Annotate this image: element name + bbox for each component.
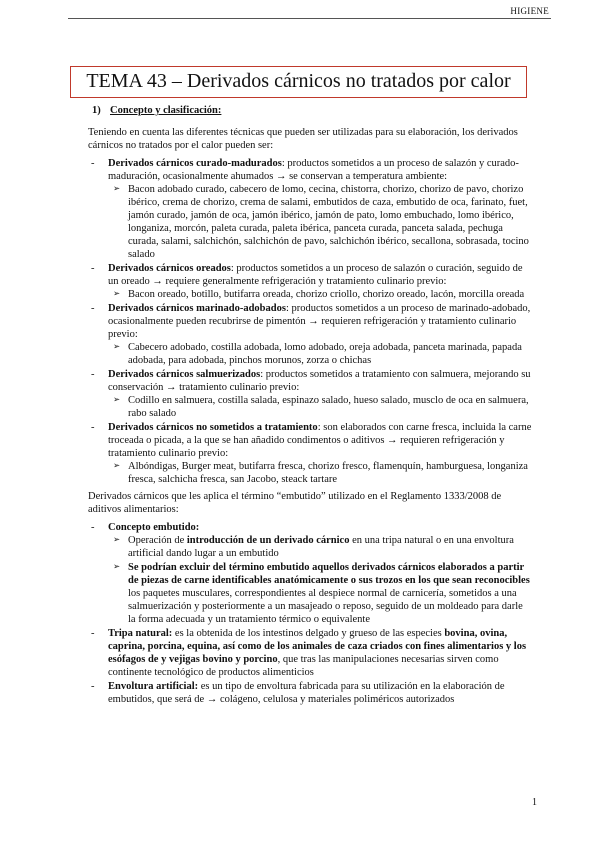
concepto-point <box>128 534 532 560</box>
section-heading <box>92 104 532 117</box>
envoltura-label: Envoltura artificial: <box>108 681 199 692</box>
envoltura-item <box>108 680 532 706</box>
concepto-point-text: los paquetes musculares, correspondientes al despiece normal de carnicería, sometidos a una salmuerización y posteriormente a un masajeado o reposo, seguido de un moldeado para darle la forma adecuada y un tratamiento térmico o equivalente <box>128 588 523 625</box>
concepto-point <box>128 561 532 626</box>
tripa-text: es la obtenida de los intestinos delgado y grueso de las especies <box>172 628 445 639</box>
intro-paragraph: Teniendo en cuenta las diferentes técnicas que pueden ser utilizadas para su elaboración, los derivados cárnicos no tratados por el calor pueden ser: <box>88 127 518 151</box>
embutido-list <box>88 521 532 706</box>
concepto-label: Concepto embutido: <box>108 522 200 533</box>
example-item: ➢ Cabecero adobado, costilla adobada, lomo adobado, oreja adobada, panceta marinada, papada adobada, para adobada, pinchos morunos, zorza o chichas <box>128 341 532 367</box>
category-name: Derivados cárnicos oreados <box>108 263 231 274</box>
example-item: ➢ Codillo en salmuera, costilla salada, espinazo salado, hueso salado, musclo de oca en salmuera, rabo salado <box>128 394 532 420</box>
page-number: 1 <box>532 797 537 808</box>
category-name: Derivados cárnicos salmuerizados <box>108 369 261 380</box>
example-list <box>108 460 532 486</box>
example-list <box>108 341 532 367</box>
example-item: ➢ Bacon adobado curado, cabecero de lomo, cecina, chistorra, chorizo, chorizo de pavo, chorizo ibérico, crema de chorizo, crema de salami, embutidos de caza, embutido de oca, farinato, fuet, jamón curado, jamón de oca, jamón ibérico, jamón de pato, lomo embuchado, lomo ibérico, longaniza, morcón, paleta curada, paleta ibérica, panceta curada, panceta salada, pechuga curada, salami, salchichón, salchichón de pavo, salchichón ibérico, secallona, sobrasada, tocino salado <box>128 183 532 261</box>
embutido-intro-paragraph: Derivados cárnicos que les aplica el término “embutido” utilizado en el Reglamento 1333/2008 de aditivos alimentarios: <box>88 491 502 515</box>
title-box <box>70 66 527 98</box>
example-list <box>108 394 532 420</box>
header-label: HIGIENE <box>510 6 549 16</box>
category-item <box>108 368 532 420</box>
concepto-point-bold: Se podrían excluir del término embutido aquellos derivados cárnicos elaborados a partir de piezas de carne identificables anatómicamente o sus trozos en los que sean reconocibles <box>128 562 530 586</box>
tripa-text: , que tras las manipulaciones necesarias sirven como continente tecnológico de productos alimenticios <box>108 654 499 678</box>
example-list <box>108 288 532 301</box>
category-desc: : son elaborados con carne fresca, incluida la carne troceada o picada, a la que se han añadido condimentos o aditivos → requieren refrigeración y tratamiento culinario previo: <box>108 422 532 459</box>
category-item <box>108 262 532 301</box>
tripa-item <box>108 627 532 679</box>
example-item: ➢ Bacon oreado, botillo, butifarra oreada, chorizo criollo, chorizo oreado, lacón, morcilla oreada <box>128 288 532 301</box>
category-name: Derivados cárnicos no sometidos a tratamiento <box>108 422 318 433</box>
tripa-bold: bovina, ovina, caprina, porcina, equina, así como de los animales de caza criados con fines alimentarios y los esófagos de y vejigas bovino y porcino <box>108 628 527 665</box>
section-title: Concepto y clasificación: <box>110 105 222 116</box>
concepto-points <box>108 534 532 626</box>
category-list <box>88 157 532 486</box>
section-number: 1) <box>92 105 101 116</box>
category-name: Derivados cárnicos curado-madurados <box>108 158 282 169</box>
concepto-item <box>108 521 532 626</box>
page-title: TEMA 43 – Derivados cárnicos no tratados por calor <box>86 70 511 92</box>
concepto-point-bold: introducción de un derivado cárnico <box>186 535 350 546</box>
tripa-label: Tripa natural: <box>108 628 173 639</box>
concepto-point-text: en una tripa natural o en una envoltura artificial dando lugar a un embutido <box>128 535 514 559</box>
document-body <box>88 104 532 707</box>
category-item <box>108 157 532 261</box>
category-desc: : productos sometidos a un proceso de salazón o curación, seguido de un oreado → requiere generalmente refrigeración y tratamiento culinario previo: <box>108 263 523 287</box>
category-desc: : productos sometidos a un proceso de salazón y curado-maduración, ocasionalmente ahumados → se conservan a temperatura ambiente: <box>108 158 519 182</box>
envoltura-text: es un tipo de envoltura fabricada para su utilización en la elaboración de embutidos, que será de → colágeno, celulosa y materiales poliméricos autorizados <box>108 681 505 705</box>
example-item: ➢ Albóndigas, Burger meat, butifarra fresca, chorizo fresco, flamenquín, hamburguesa, longaniza fresca, salchicha fresca, san Jacobo, steack tartare <box>128 460 532 486</box>
category-desc: : productos sometidos a un proceso de marinado-adobado, ocasionalmente pueden recubrirse de pimentón → requieren refrigeración y tratamiento culinario previo: <box>108 303 531 340</box>
category-name: Derivados cárnicos marinado-adobados <box>108 303 286 314</box>
header-rule <box>68 18 551 19</box>
category-item <box>108 421 532 486</box>
category-desc: : productos sometidos a tratamiento con salmuera, mejorando su conservación → tratamiento culinario previo: <box>108 369 531 393</box>
category-item <box>108 302 532 367</box>
example-list <box>108 183 532 261</box>
concepto-point-text: Operación de <box>128 535 187 546</box>
